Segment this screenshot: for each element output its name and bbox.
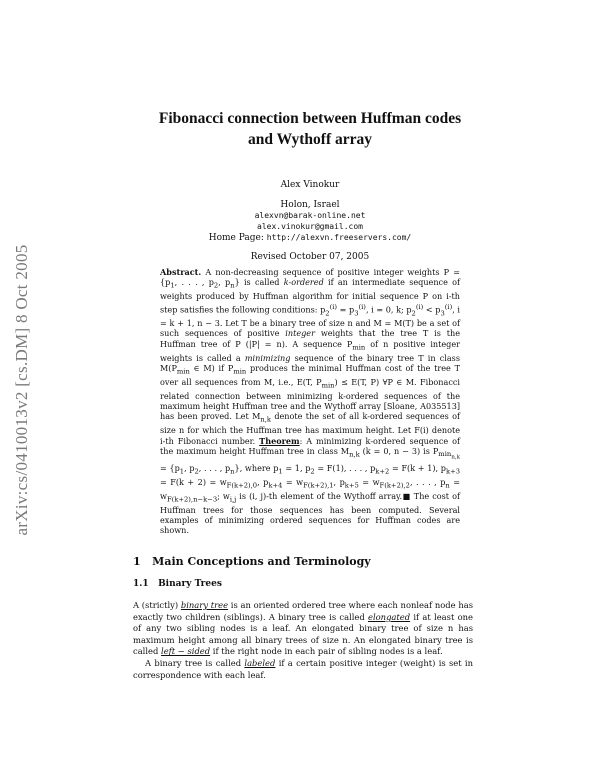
abstract-label: Abstract. <box>160 267 202 277</box>
paragraph-labeled: A binary tree is called labeled if a certain positive integer (weight) is set in correspondence with each leaf. <box>133 657 473 680</box>
title-line-2: and Wythoff array <box>248 131 372 148</box>
homepage-link[interactable]: http://alexvn.freeservers.com/ <box>266 233 412 242</box>
abstract: Abstract. A non-decreasing sequence of positive integer weights $P = \{p_1$, . . . , $p_2$, $p_n$} is called k-ordered if an intermediate sequence of weights produced by Huffman algorithm for initial sequence P on i-th step satisfies the following conditions: $p_2^{(i)} = p_3^{(i)}$, i = 0, k; $p_2^{(i)} < p_3^{(i)}$, i = k + 1, n − 3. Let T be a binary tree of size n and M = M(T) be a set of such sequences of positive integer weights that the tree T is the Huffman tree of P (|P| = n). A sequence $P_{min}$ of n positive integer weights is called a minimizing sequence of the binary tree T in class $M(P_{min}$ ∈ M) if $P_{min}$ produces the minimal Huffman cost of the tree T over all sequences from M, i.e., E(T, $P_{min}) \le E(T$, P) ∀P ∈ M. Fibonacci related connection between minimizing k-ordered sequences of the maximum height Huffman tree and the Wythoff array [Sloane, A035513] has been proved. Let $M_{n,k}$ denote the set of all k-ordered sequences of size n for which the Huffman tree has maximum height. Let F(i) denote i-th Fibonacci number. Theorem: A minimizing k-ordered sequence of the maximum height Huffman tree in class $M_{n,k}$ (k = 0, n − 3) is $P_{min_{n,k}} = \{p_1$, $p_2$, . . . , $p_n$}, where $p_1 = 1$, $p_2 = F(1)$, . . . , $p_{k+2} = F(k + 1)$, $p_{k+3} = F(k + 2) = w_{F(k+2),0}$, $p_{k+4} = w_{F(k+2),1}$, $p_{k+5} = w_{F(k+2),2}$, . . . , $p_n = w_{F(k+2),n-k-3}$; $w_{i,j}$ is (i, j)-th element of the Wythoff array.■ The cost of Huffman trees for those sequences has been computed. Several examples of minimizing ordered sequences for Huffman codes are shown. <box>160 267 461 536</box>
title-line-1: Fibonacci connection between Huffman codes <box>158 110 462 127</box>
author-location: Holon, Israel <box>280 200 340 210</box>
author-homepage <box>120 233 500 243</box>
paper-title <box>120 108 500 150</box>
subsection-heading: 1.1 Binary Trees <box>133 579 222 589</box>
arxiv-sidebar <box>0 180 44 600</box>
section-heading: 1 Main Conceptions and Terminology <box>133 555 371 568</box>
qed-symbol: ■ <box>402 490 411 501</box>
body-text <box>133 600 473 681</box>
theorem-label: Theorem <box>259 435 300 446</box>
homepage-label: Home Page: <box>208 233 264 243</box>
author-email-2: alex.vinokur@gmail.com <box>257 222 363 231</box>
author-name: Alex Vinokur <box>280 180 340 190</box>
revised-date: Revised October 07, 2005 <box>250 252 370 262</box>
paragraph-binary-trees: A (strictly) binary tree is an oriented ordered tree where each nonleaf node has exactly two children (siblings). A binary tree is called elongated if at least one of any two sibling nodes is a leaf. An elongated binary tree of size n has maximum height among all binary trees of size n. An elongated binary tree is called left − sided if the right node in each pair of sibling nodes is a leaf. <box>133 600 474 657</box>
author-email-1: alexvn@barak-online.net <box>254 211 366 220</box>
arxiv-id: arXiv:cs/0410013v2 [cs.DM] 8 Oct 2005 <box>12 244 31 536</box>
